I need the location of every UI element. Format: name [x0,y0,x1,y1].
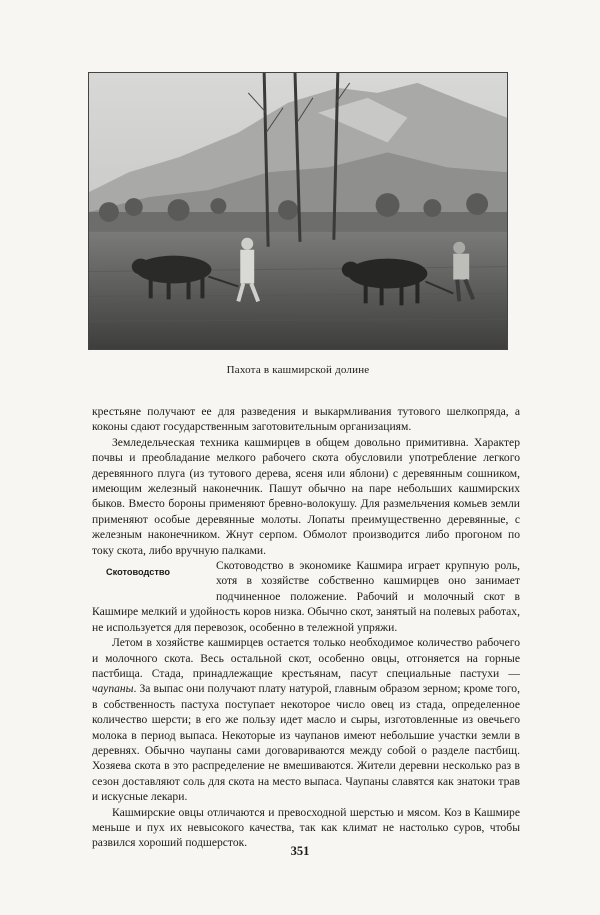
paragraph-3: Скотоводство в экономике Кашмира играет крупную роль, хотя в хозяйстве собственно кашмирцев оно занимает подчиненное положение. Рабочий и молочный скот в Кашмире мелкий и удойность коров низка. Обычно скот, занятый на полевых работах, не используется для перевозок, особенно в тележной упряжи. [92,559,520,634]
paragraph-2: Земледельческая техника кашмирцев в общем довольно примитивна. Характер почвы и преобладание мелкого рабочего скота обусловили употребление легкого деревянного плуга (из тутового дерева, ясеня или яблони) с деревянным сошником, имеющим железный наконечник. Пашут обычно на паре небольших кашмирских быков. Вместо бороны применяют бревно-волокушу. Для размельчения комьев земли применяют особые деревянные молоты. Лопаты преимущественно деревянные, с железным наконечником. Жнут серпом. Обмолот производится либо прогоном по току скота, либо вручную палками. [92,435,520,557]
ploughing-photo [89,73,507,349]
section-sidehead: Скотоводство [106,567,170,578]
paragraph-4 [92,635,520,804]
term-chaupany: чаупаны [92,682,134,696]
body-text [92,404,520,851]
paragraph-4-part-b: . За выпас они получают плату натурой, главным образом зерном; кроме того, в собственность пастуха поступает некоторое число овец из стада, определенное количество шерсти; в его же пользу идет масло и сыры, изготовленные из овечьего молока в период выпаса. Некоторые из чаупанов имеют небольшие участки земли в деревнях. Обычно чаупаны сами договариваются между собой о разделе пастбищ. Хозяева скота в это распределение не вмешиваются. Жители деревни несколько раз в сезон доставляют соль для скота на место выпаса. Чаупаны славятся как знатоки трав и искусные лекари. [92,682,520,804]
figure-caption: Пахота в кашмирской долине [226,364,370,376]
paragraph-4-part-a: Летом в хозяйстве кашмирцев остается только необходимое количество рабочего и молочного скота. Весь остальной скот, особенно овцы, отгоняется на горные пастбища. Стада, принадлежащие крестьянам, пасут специальные пастухи — [92,636,520,680]
paragraph-1: крестьяне получают ее для разведения и выкармливания тутового шелкопряда, а коконы сдают государственным заготовительным организациям. [92,405,520,434]
paragraph-5: Кашмирские овцы отличаются и превосходной шерстью и мясом. Коз в Кашмире меньше и пух их невысокого качества, так как климат не настолько суров, чтобы развился хороший подшерсток. [92,805,520,850]
figure-photo [88,72,508,350]
page-number: 351 [290,844,310,858]
